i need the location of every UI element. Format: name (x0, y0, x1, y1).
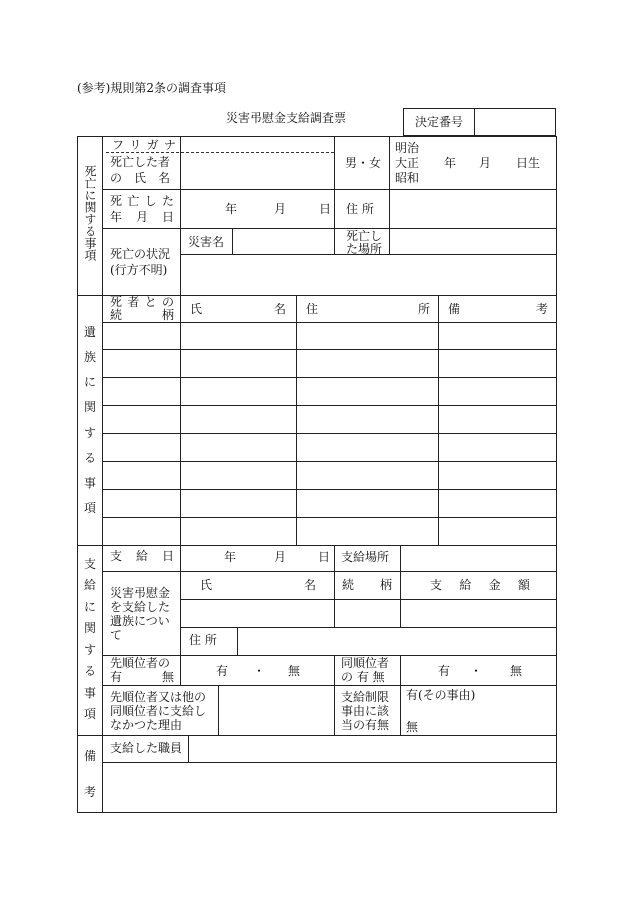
death-year-unit: 年 (225, 202, 238, 216)
death-date-label: 年 月 日 (110, 210, 174, 224)
birth-year-unit: 年 (444, 156, 457, 170)
table-row (102, 377, 556, 378)
era-meiji: 明治 (395, 141, 420, 155)
restriction-label: 事由に該 (341, 704, 390, 718)
sex-options[interactable]: 男・女 (345, 156, 382, 170)
death-day-unit: 日 (319, 202, 332, 216)
amount-header: 支 給 金 額 (430, 578, 530, 592)
payment-month-unit: 月 (274, 550, 287, 564)
death-date-label: 死 亡 し た (110, 194, 174, 208)
restriction-label: 支給制限 (341, 690, 390, 704)
table-row (102, 517, 556, 518)
death-place-label: た場所 (346, 242, 383, 256)
prior-rank-label: 先順位者の (110, 656, 171, 670)
section-divider (78, 545, 556, 546)
recipient-relation-header: 続 柄 (342, 578, 392, 592)
relation-label: 死 者 と の (110, 295, 174, 309)
payment-day-unit: 日 (318, 550, 331, 564)
recipient-address-label: 住 所 (189, 633, 217, 647)
era-taisho: 大正 (395, 156, 420, 170)
deceased-name-label: の 氏 名 (110, 171, 171, 185)
restriction-label: 当の有無 (341, 718, 390, 732)
payment-section-heading: 支 給 に 関 す る 事 項 (83, 557, 96, 721)
recipient-label: 遺族につい (110, 614, 170, 628)
same-rank-label: 同順位者 (341, 656, 390, 670)
reference-title: (参考)規則第2条の調査事項 (77, 81, 226, 95)
reason-label: なかつた理由 (110, 718, 183, 732)
recipient-label: て (110, 628, 123, 642)
recipient-label: 災害弔慰金 (110, 586, 171, 600)
family-name-header: 氏 名 (190, 302, 286, 316)
death-place-label: 死亡し (346, 229, 383, 243)
birth-day-unit: 日生 (516, 156, 541, 170)
survey-table (77, 136, 557, 813)
same-rank-label: の 有 無 (341, 670, 385, 684)
section-divider (78, 735, 556, 736)
form-title: 災害弔慰金支給調査票 (226, 111, 347, 125)
prior-rank-dot: ・ (253, 664, 266, 678)
address-label: 住 所 (346, 202, 374, 216)
same-rank-yes[interactable]: 有 (438, 664, 451, 678)
birth-month-unit: 月 (479, 156, 492, 170)
table-row (102, 461, 556, 462)
restriction-yes[interactable]: 有(その事由) (406, 688, 476, 702)
prior-rank-no[interactable]: 無 (288, 664, 301, 678)
reason-label: 同順位者に支給し (110, 704, 207, 718)
death-section-heading: 死亡に関する事項 (83, 165, 97, 261)
table-row (102, 405, 556, 406)
family-section-heading: 遺 族 に 関 す る 事 項 (83, 325, 96, 515)
reason-label: 先順位者又は他の (110, 690, 207, 704)
payment-year-unit: 年 (224, 550, 237, 564)
prior-rank-yes[interactable]: 有 (216, 664, 229, 678)
deceased-name-label: 死亡した者 (110, 155, 171, 169)
staff-label: 支給した職員 (110, 741, 183, 755)
death-month-unit: 月 (274, 202, 287, 216)
remarks-section-heading: 備 考 (83, 749, 96, 799)
relation-label: 続 柄 (110, 308, 174, 322)
payment-date-label: 支 給 日 (110, 549, 174, 563)
decision-number-box (403, 108, 556, 136)
furigana-dashed-line (106, 152, 334, 153)
decision-number-label: 決定番号 (404, 109, 475, 135)
era-showa: 昭和 (395, 171, 420, 185)
disaster-name-label: 災害名 (188, 235, 225, 249)
restriction-no[interactable]: 無 (406, 720, 419, 734)
family-address-header: 住 所 (306, 302, 430, 316)
payment-place-label: 支給場所 (341, 550, 390, 564)
recipient-label: を支給した (110, 600, 171, 614)
same-rank-no[interactable]: 無 (510, 664, 523, 678)
same-rank-dot: ・ (470, 664, 483, 678)
heading-column-divider (102, 137, 103, 812)
recipient-name-header: 氏 名 (200, 578, 316, 592)
prior-rank-label: 有 無 (110, 670, 174, 684)
circumstances-label: (行方不明) (110, 263, 168, 277)
furigana-label: フ リ ガ ナ (112, 138, 176, 152)
table-row (102, 349, 556, 350)
family-remarks-header: 備 考 (448, 302, 548, 316)
circumstances-label: 死亡の状況 (110, 247, 171, 261)
table-row (102, 489, 556, 490)
table-row (102, 433, 556, 434)
